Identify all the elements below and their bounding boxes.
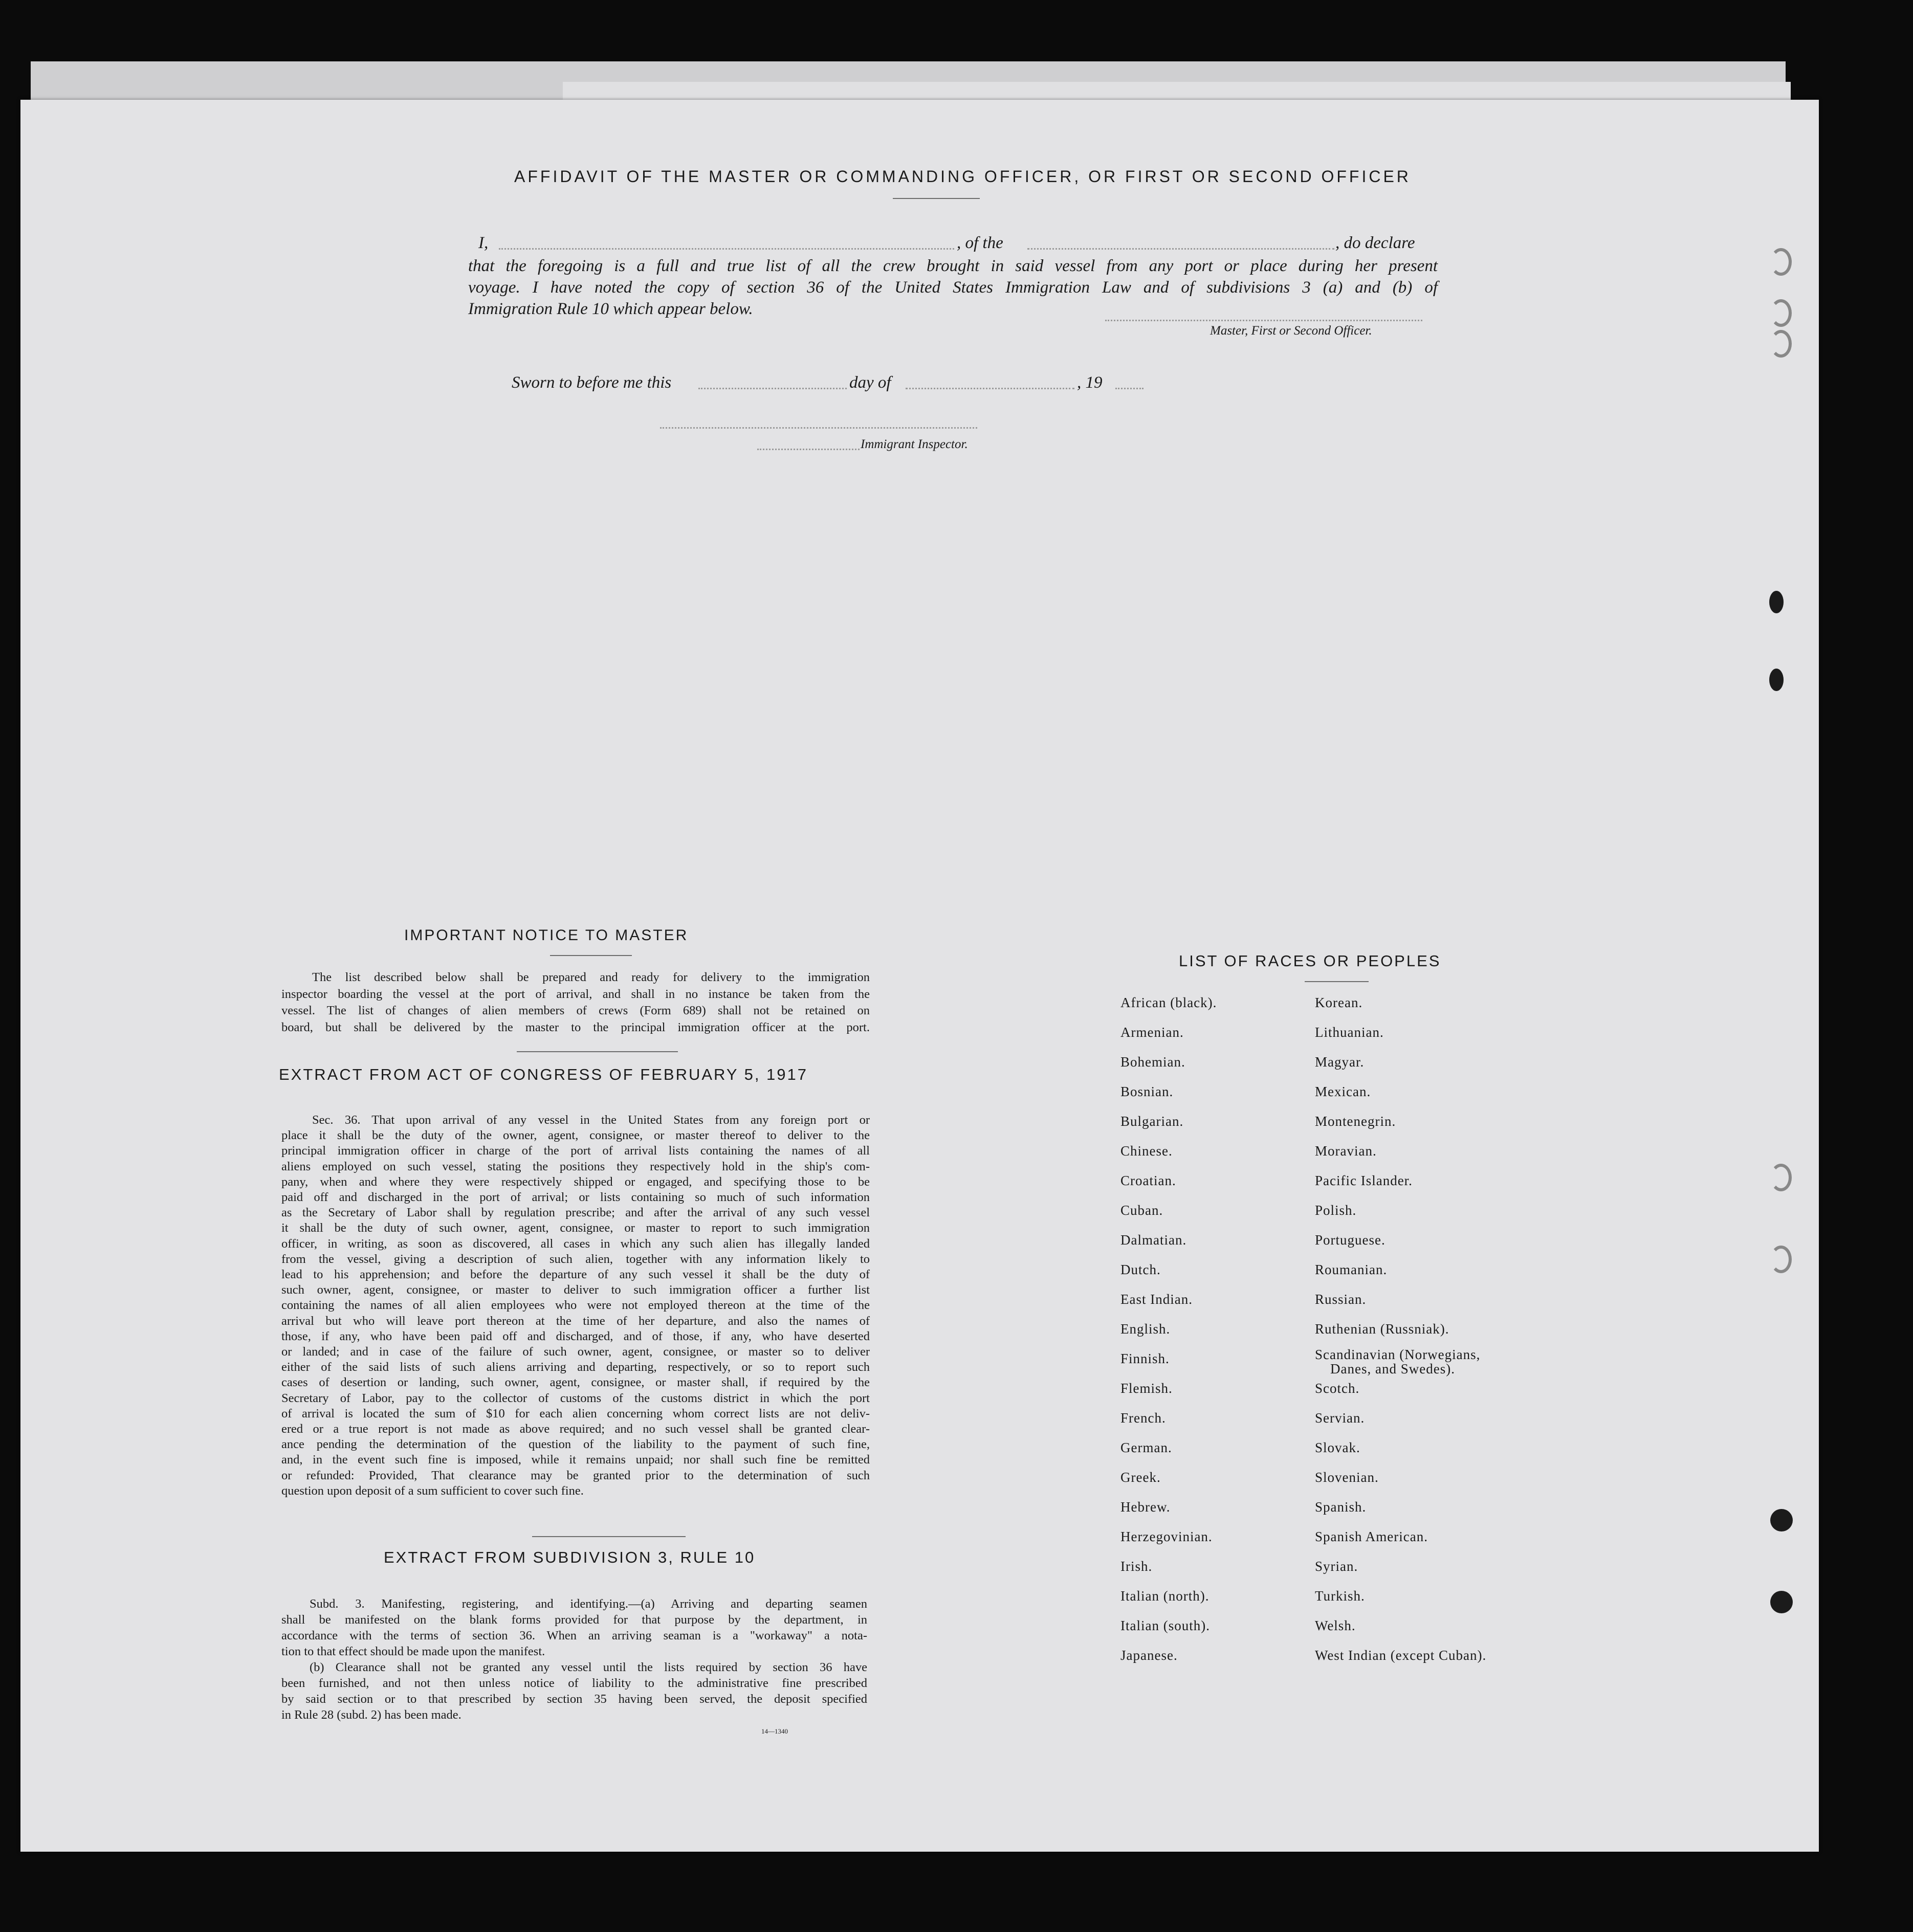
rule-line: been furnished, and not then unless notice of liability to the administrative fine prescribed [281,1676,867,1690]
act-line: either of the said lists of such aliens arriving and departing, respectively, or so to report such [281,1360,870,1374]
race-left-item: Bosnian. [1120,1084,1174,1099]
rule-line: Subd. 3. Manifesting, registering, and identifying.—(a) Arriving and departing seamen [310,1597,867,1611]
race-right-item: Welsh. [1315,1618,1356,1633]
binder-hole-icon [1770,1591,1793,1613]
act-line: such owner, agent, consignee, or master to deliver to such immigration officer a further list [281,1283,870,1297]
race-left-item: Chinese. [1120,1143,1173,1159]
sworn-year-blank[interactable] [1115,388,1144,389]
affidavit-i: I, [478,234,489,252]
notice-line: inspector boarding the vessel at the port of arrival, and shall in no instance be taken from the [281,987,870,1001]
race-left-item: German. [1120,1440,1172,1455]
sworn-label: Sworn to before me this [512,373,672,392]
title-rule [893,198,980,199]
race-left-item: Japanese. [1120,1648,1178,1663]
act-line: officer, in writing, as soon as discovered, all cases in which any such alien has illegally landed [281,1236,870,1251]
race-right-item: Lithuanian. [1315,1025,1384,1040]
race-left-item: Bulgarian. [1120,1114,1184,1129]
race-left-item: Dalmatian. [1120,1232,1187,1248]
race-right-item: Moravian. [1315,1143,1377,1159]
race-left-item: Bohemian. [1120,1054,1185,1070]
race-right-item: Polish. [1315,1203,1357,1218]
act-line: question upon deposit of a sum sufficient to cover such fine. [281,1483,584,1498]
act-line: as the Secretary of Labor shall by regulation prescribe; and after the arrival of any such vessel [281,1206,870,1220]
race-right-item: Slovenian. [1315,1470,1379,1485]
race-left-item: Dutch. [1120,1262,1161,1277]
race-left-item: Irish. [1120,1559,1153,1574]
act-line: principal immigration officer in charge of the port of arrival lists containing the names of all [281,1144,870,1158]
rule-line: accordance with the terms of section 36. When an arriving seaman is a "workaway" a nota- [281,1629,867,1642]
act-title: EXTRACT FROM ACT OF CONGRESS OF FEBRUARY 5, 1917 [279,1065,808,1083]
races-title: LIST OF RACES OR PEOPLES [1179,952,1441,970]
act-line: and, in the event such fine is imposed, while it remains unpaid; nor shall such fine be remitted [281,1453,870,1467]
binder-hole-ring-icon [1770,299,1792,327]
act-line: lead to his apprehension; and before the departure of any such vessel it shall be the duty of [281,1268,870,1282]
year-label: , 19 [1077,373,1103,392]
race-right-item-continued: Danes, and Swedes). [1330,1361,1455,1376]
binder-hole-icon [1769,591,1784,613]
race-left-item: Finnish. [1120,1351,1170,1366]
race-left-item: Hebrew. [1120,1499,1171,1515]
notice-line: The list described below shall be prepared and ready for delivery to the immigration [312,970,870,984]
race-left-item: East Indian. [1120,1292,1193,1307]
race-left-item: Herzegovinian. [1120,1529,1213,1544]
notice-divider [517,1051,678,1052]
race-left-item: Armenian. [1120,1025,1184,1040]
master-signature-label: Master, First or Second Officer. [1210,324,1372,338]
rule-body [281,1596,867,1723]
race-left-item: Greek. [1120,1470,1161,1485]
race-left-item: Croatian. [1120,1173,1176,1188]
act-line: those, if any, who have been paid off and discharged, and of those, if any, who have deserted [281,1329,870,1343]
rule-line: in Rule 28 (subd. 2) has been made. [281,1708,461,1722]
act-line: Sec. 36. That upon arrival of any vessel in the United States from any foreign port or [312,1113,870,1127]
binder-hole-icon [1770,1509,1793,1531]
race-right-item: Turkish. [1315,1588,1365,1604]
notice-body [281,969,870,1036]
affidavit-line-3: Immigration Rule 10 which appear below. [468,300,753,318]
sworn-day-blank[interactable] [698,388,847,389]
master-signature-line[interactable] [1105,320,1422,321]
affidavit-do-declare: , do declare [1335,234,1415,252]
affidavit-of-the: , of the [957,234,1003,252]
act-line: or landed; and in case of the failure of such owner, agent, consignee, or master so to deliver [281,1345,870,1359]
inspector-signature-line[interactable] [660,427,977,429]
race-right-item: Magyar. [1315,1054,1365,1070]
rule-line: tion to that effect should be made upon the manifest. [281,1645,545,1658]
act-body [281,1113,870,1499]
rule-title: EXTRACT FROM SUBDIVISION 3, RULE 10 [384,1548,756,1566]
inspector-label: Immigrant Inspector. [861,437,968,451]
document-page [20,100,1819,1852]
inspector-dots [757,449,860,450]
race-right-item: Spanish American. [1315,1529,1428,1544]
act-line: ance pending the determination of the question of the liability to the payment of such fine, [281,1437,870,1452]
race-right-item: Pacific Islander. [1315,1173,1413,1188]
binder-hole-icon [1769,669,1784,691]
rule-line: shall be manifested on the blank forms provided for that purpose by the department, in [281,1613,867,1627]
notice-line: board, but shall be delivered by the master to the principal immigration officer at the port. [281,1020,870,1034]
act-line: it shall be the duty of such owner, agent, consignee, or master to report to such immigration [281,1221,870,1235]
act-line: paid off and discharged in the port of arrival; or lists containing so much of such information [281,1190,870,1205]
race-left-item: African (black). [1120,995,1217,1010]
binder-hole-ring-icon [1770,330,1792,358]
race-left-item: English. [1120,1321,1171,1337]
race-right-item: Servian. [1315,1410,1365,1426]
race-right-item: Scotch. [1315,1381,1360,1396]
race-right-item: Montenegrin. [1315,1114,1396,1129]
notice-line: vessel. The list of changes of alien members of crews (Form 689) shall not be retained on [281,1004,870,1017]
act-line: Secretary of Labor, pay to the collector of customs of the customs district in which the port [281,1391,870,1405]
vessel-blank[interactable] [1027,248,1334,250]
race-right-item: Mexican. [1315,1084,1371,1099]
race-right-item: Korean. [1315,995,1363,1010]
race-left-item: Flemish. [1120,1381,1173,1396]
sworn-month-blank[interactable] [906,388,1074,389]
race-right-item: West Indian (except Cuban). [1315,1648,1487,1663]
race-right-item: Spanish. [1315,1499,1367,1515]
act-line: cases of desertion or landing, such owner, agent, consignee, or master shall, if required by the [281,1375,870,1390]
race-left-item: Cuban. [1120,1203,1163,1218]
races-rule [1305,981,1369,982]
act-line: from the vessel, giving a description of such alien, together with any information likely to [281,1252,870,1266]
rule-line: by said section or to that prescribed by section 35 having been served, the deposit specified [281,1692,867,1706]
act-line: pany, when and where they were respectively shipped or engaged, and specifying those to be [281,1174,870,1189]
act-line: containing the names of all alien employees who were not employed thereon at the time of the [281,1298,870,1313]
day-of-label: day of [849,373,891,392]
binder-hole-ring-icon [1770,248,1792,276]
back-sheet-edge [563,82,1791,102]
act-line: of arrival is located the sum of $10 for each alien concerning whom correct lists are not deliv- [281,1406,870,1420]
form-number: 14—1340 [761,1727,788,1735]
rule-line: (b) Clearance shall not be granted any vessel until the lists required by section 36 have [310,1660,867,1674]
affidavit-line-1: that the foregoing is a full and true list of all the crew brought in said vessel from any port or place during her present [468,257,1438,275]
notice-rule [550,955,632,956]
name-blank[interactable] [499,248,954,250]
race-right-item: Roumanian. [1315,1262,1388,1277]
act-line: place it shall be the duty of the owner, agent, consignee, or master thereof to deliver to the [281,1128,870,1143]
act-line: ered or a true report is not made as above required; and no such vessel shall be granted clear- [281,1422,870,1436]
binder-hole-ring-icon [1770,1164,1792,1191]
affidavit-title: AFFIDAVIT OF THE MASTER OR COMMANDING OFFICER, OR FIRST OR SECOND OFFICER [514,167,1411,186]
race-right-item: Russian. [1315,1292,1367,1307]
race-right-item: Slovak. [1315,1440,1360,1455]
affidavit-line-2: voyage. I have noted the copy of section 36 of the United States Immigration Law and of subdivisions 3 (a) and (b) of [468,278,1438,297]
race-left-item: Italian (north). [1120,1588,1210,1604]
act-line: aliens employed on such vessel, stating the positions they respectively hold in the ship's com- [281,1159,870,1173]
act-line: or refunded: Provided, That clearance may be granted prior to the determination of such [281,1468,870,1482]
notice-title: IMPORTANT NOTICE TO MASTER [404,927,689,944]
act-line: arrival but who will leave port thereon at the time of her departure, and also the names of [281,1314,870,1328]
binder-hole-ring-icon [1770,1246,1792,1273]
race-left-item: Italian (south). [1120,1618,1210,1633]
race-right-item: Ruthenian (Russniak). [1315,1321,1449,1337]
act-divider [532,1536,686,1537]
race-left-item: French. [1120,1410,1166,1426]
race-right-item: Scandinavian (Norwegians, [1315,1347,1481,1362]
race-right-item: Portuguese. [1315,1232,1386,1248]
race-right-item: Syrian. [1315,1559,1358,1574]
